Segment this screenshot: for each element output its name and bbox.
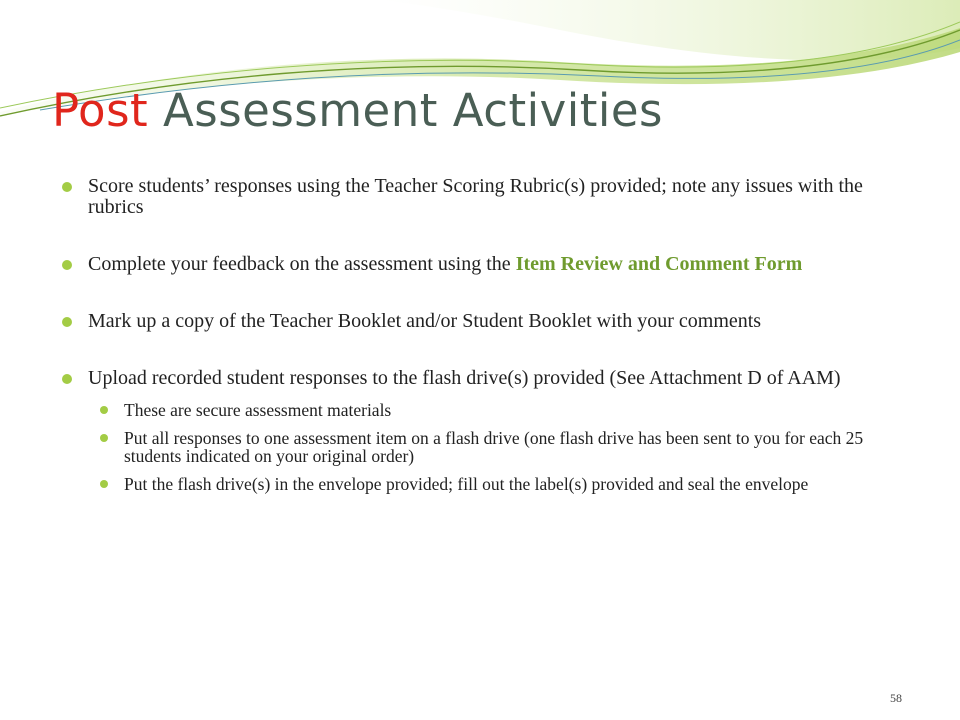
sub-bullet-list [88, 401, 920, 493]
sub-bullet-text: Put the flash drive(s) in the envelope provided; fill out the label(s) provided and seal the envelope [124, 474, 809, 494]
sub-bullet-dot-icon [100, 480, 108, 488]
item-review-form-link[interactable]: Item Review and Comment Form [515, 253, 803, 275]
bullet-item-feedback [60, 254, 920, 275]
title-rest: Assessment Activities [162, 84, 663, 137]
bullet-dot-icon [62, 317, 72, 327]
sub-bullet-dot-icon [100, 406, 108, 414]
sub-bullet-dot-icon [100, 434, 108, 442]
bullet-dot-icon [62, 182, 72, 192]
bullet-item-markup [60, 311, 920, 332]
bullet-text: Mark up a copy of the Teacher Booklet and/or Student Booklet with your comments [88, 310, 762, 332]
bullet-dot-icon [62, 260, 72, 270]
bullet-text: Upload recorded student responses to the flash drive(s) provided (See Attachment D of AAM) [88, 367, 841, 389]
sub-bullet-text: Put all responses to one assessment item on a flash drive (one flash drive has been sent to you for each 25 students indicated on your original order) [124, 428, 864, 466]
bullet-text: Score students’ responses using the Teacher Scoring Rubric(s) provided; note any issues with the rubrics [88, 175, 863, 218]
bullet-text: Complete your feedback on the assessment using the [88, 253, 516, 275]
bullet-dot-icon [62, 374, 72, 384]
slide-title [52, 84, 663, 137]
title-accent: Post [52, 84, 149, 137]
sub-bullet-text: These are secure assessment materials [124, 400, 392, 420]
sub-bullet-item [98, 429, 920, 465]
bullet-list [60, 176, 920, 493]
sub-bullet-item [98, 475, 920, 493]
sub-bullet-item [98, 401, 920, 419]
bullet-item-upload [60, 368, 920, 493]
bullet-item-score [60, 176, 920, 218]
page-number: 58 [890, 691, 902, 705]
